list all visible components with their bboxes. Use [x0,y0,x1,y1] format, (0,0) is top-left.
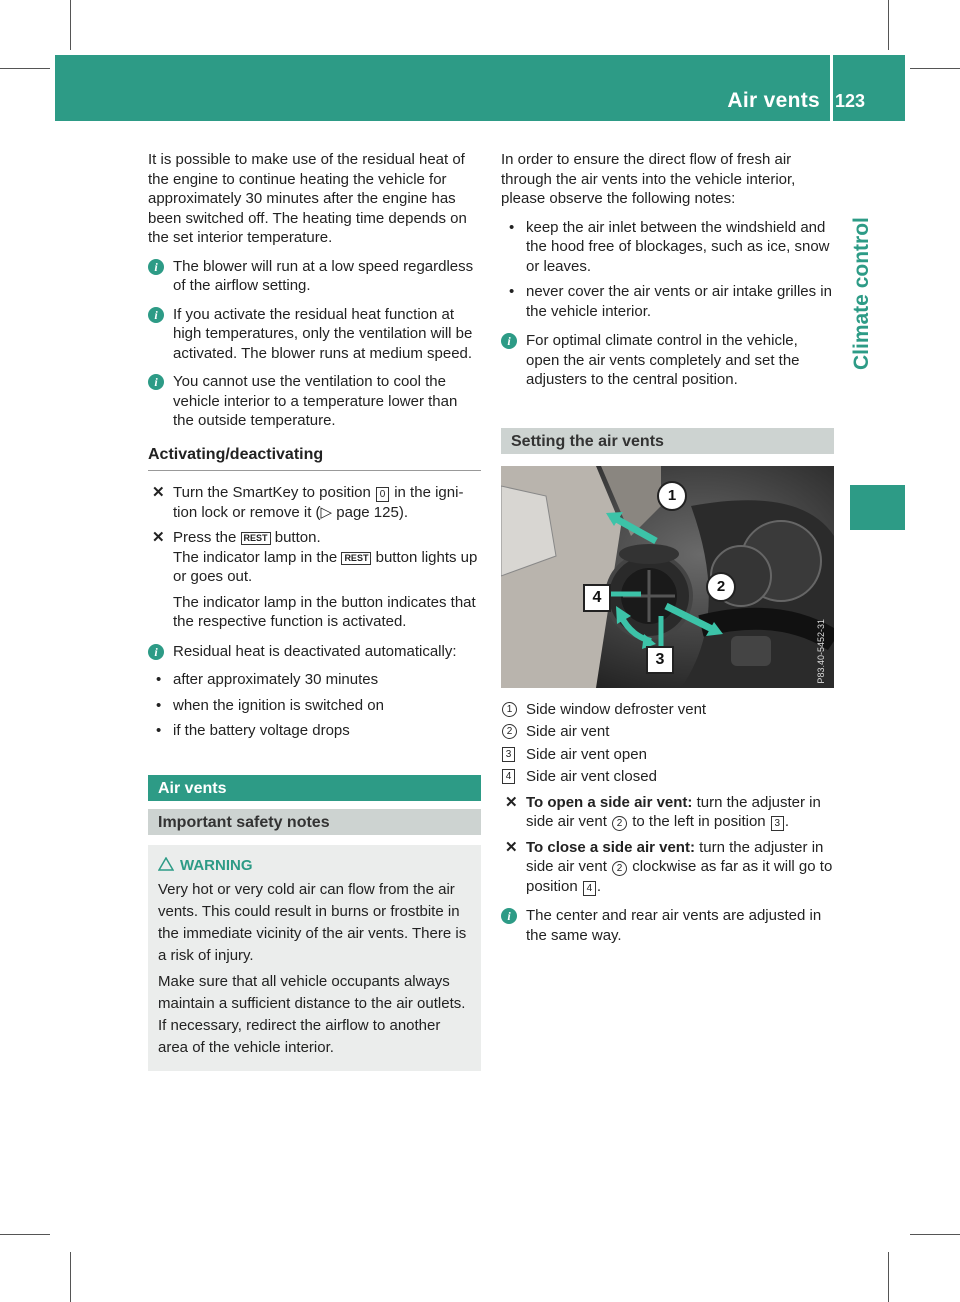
step-marker-icon: ✕ [152,529,165,546]
section-bar-safety-notes: Important safety notes [148,809,481,835]
side-tab-marker [850,485,905,530]
info-note [501,906,834,945]
rest-button-symbol: REST [241,532,271,545]
page-ref-link[interactable]: page 125). [336,503,408,521]
info-note [148,305,481,364]
intro-paragraph: In order to ensure the direct flow of fresh air through the air vents into the vehicle interior, please observe the following notes: [501,151,796,207]
side-tab [850,121,905,621]
step-marker-icon: ✕ [505,793,518,811]
step-marker-icon: ✕ [152,484,165,501]
step-text: clockwise as far as it will go to position [526,858,833,895]
position-symbol: 0 [376,487,389,502]
instruction-step [148,483,481,522]
info-icon: i [501,333,517,349]
callout-1: 1 [657,481,687,511]
bullet-icon: • [509,218,515,236]
vent-ref-symbol: 2 [612,861,627,876]
right-column [501,150,834,954]
crop-mark [70,1252,71,1302]
air-vent-photo [501,466,834,688]
step-marker-icon: ✕ [505,838,518,856]
warning-text: Make sure that all vehicle occupants always maintain a sufficient distance to the air outlets. If necessary, redirect the airflow to another area of the vehicle interior. [158,972,466,1056]
step-text: turn the adjuster in side air vent [526,793,821,830]
info-text: For optimal climate control in the vehicle, open the air vents completely and set the adjusters to the central position. [526,332,800,388]
header-title: Air vents [727,89,820,112]
step-title: To close a side air vent: [526,838,695,856]
rest-button-symbol: REST [341,552,371,565]
step-text: to the left in position [632,813,766,830]
callout-2: 2 [706,572,736,602]
step-text: turn the adjuster in side air vent [526,838,824,875]
info-icon: i [148,307,164,323]
warning-title: WARNING [180,856,253,874]
list-item [148,670,481,690]
info-text: Residual heat is deactivated automatically: [173,642,457,660]
info-note [148,642,481,662]
crop-mark [0,1234,50,1235]
step-text: button lights up or goes out. [173,548,478,585]
crop-mark [0,68,50,69]
instruction-step [501,838,834,897]
bullet-icon: • [156,696,162,714]
crop-mark [70,0,71,50]
warning-box [148,845,481,1071]
bullet-icon: • [156,722,162,739]
step-text: Turn the SmartKey to position [173,484,371,501]
step-text: in the ignition lock or remove it ( [173,484,464,521]
instruction-step [501,793,834,832]
section-bar-setting-air-vents: Setting the air vents [501,428,834,454]
section-bar-air-vents: Air vents [148,775,481,801]
step-text: Press the [173,529,237,546]
instruction-step [148,528,481,587]
crop-mark [910,1234,960,1235]
info-text: You cannot use the ventilation to cool the vehicle interior to a temperature lower than the outside temperature. [173,373,458,429]
warning-text: Very hot or very cold air can flow from the air vents. This could result in burns or frostbite in the immediate vicinity of the air vents. There is a risk of injury. [158,880,467,964]
info-icon: i [148,259,164,275]
list-item [501,282,834,321]
callout-3: 3 [646,646,674,674]
info-text: If you activate the residual heat function at high temperatures, only the ventilation will be activated. The blower runs at medium speed. [173,305,473,362]
legend-text: Side window defroster vent [526,700,707,718]
position-symbol: 4 [583,881,596,896]
list-item-text: when the ignition is switched on [173,696,384,714]
info-note [148,372,481,431]
list-item-text: never cover the air vents or air intake grilles in the vehicle interior. [526,283,832,320]
step-title: To open a side air vent: [526,793,693,811]
crop-mark [888,1252,889,1302]
legend-text: Side air vent closed [526,768,657,785]
list-item [148,696,481,716]
info-icon: i [148,374,164,390]
vent-ref-symbol: 2 [612,816,627,831]
list-item-text: after approximately 30 minutes [173,671,379,688]
header-separator [830,55,833,121]
position-symbol: 3 [771,816,784,831]
side-tab-label: Climate control [850,217,873,370]
step-text: . [596,877,602,895]
legend-marker: 3 [502,747,515,762]
legend-marker: 4 [502,769,515,784]
info-text: The center and rear air vents are adjusted in the same way. [526,907,822,944]
bullet-icon: • [509,283,515,300]
page-ref-arrow-icon: ▷ [320,503,333,521]
section-heading: Activating/deactivating [148,445,481,472]
info-note [501,331,834,390]
intro-paragraph: It is possible to make use of the residual heat of the engine to continue heating the vehicle for approximately 30 minutes after the engine has been switched off. The heating time depends on the set interior temperature. [148,151,467,246]
step-text: button. [274,529,321,546]
legend-item [501,700,834,720]
legend-text: Side air vent open [526,745,647,763]
list-item [148,721,481,741]
legend-text: Side air vent [526,723,610,740]
list-item-text: keep the air inlet between the windshield and the hood free of blockages, such as ice, snow or leaves. [526,218,830,275]
step-text: . [784,813,789,830]
legend-marker: 1 [502,702,517,717]
list-item-text: if the battery voltage drops [173,722,350,739]
legend-item [501,722,834,742]
step-result: The indicator lamp in the button indicates that the respective function is activated. [173,593,476,630]
list-item [501,218,834,277]
page-header [55,55,905,121]
info-icon: i [148,644,164,660]
callout-4: 4 [583,584,611,612]
crop-mark [888,0,889,50]
legend-item [501,745,834,765]
photo-code: P83.40-5452-31 [815,618,826,684]
step-text: The indicator lamp in the [173,548,338,566]
warning-triangle-icon [158,857,174,871]
info-text: The blower will run at a low speed regardless of the airflow setting. [173,257,474,294]
legend-marker: 2 [502,724,517,739]
info-note [148,257,481,296]
crop-mark [910,68,960,69]
legend-item [501,767,834,787]
bullet-icon: • [156,671,162,688]
info-icon: i [501,908,517,924]
left-column [148,150,481,1071]
warning-title-row [158,855,471,877]
page-number: 123 [834,91,865,111]
